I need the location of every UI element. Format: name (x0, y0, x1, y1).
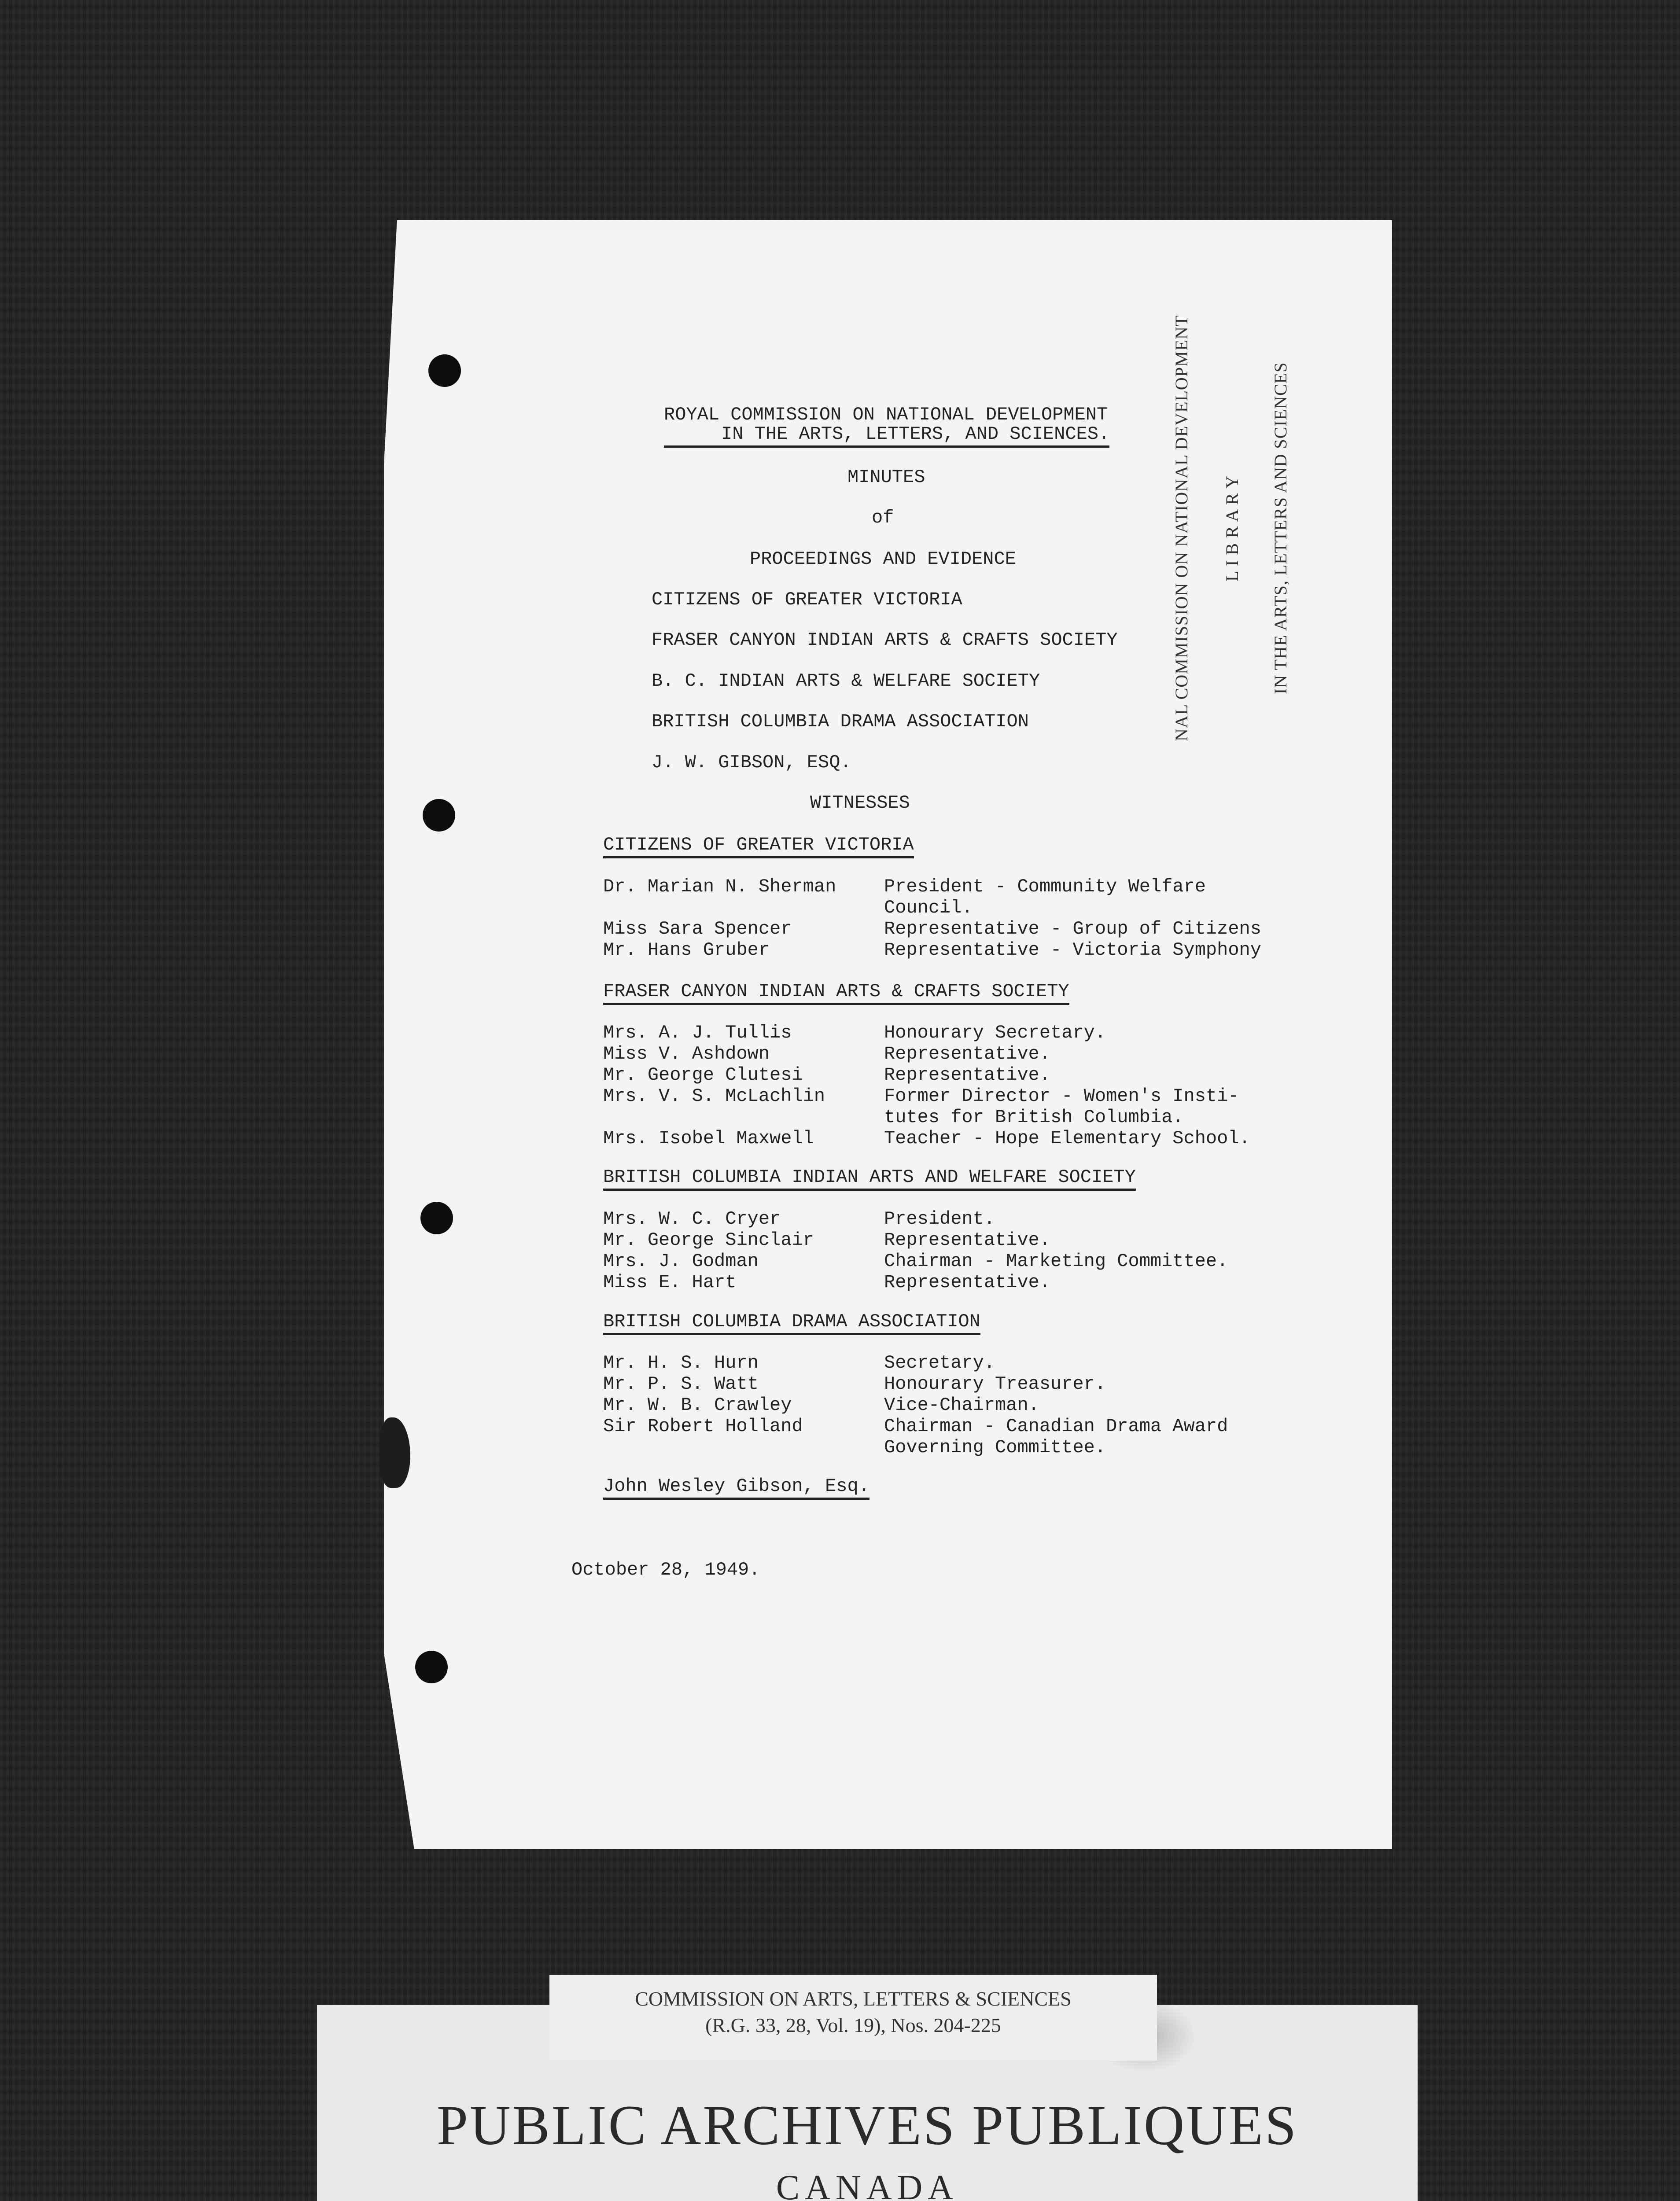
group-name: CITIZENS OF GREATER VICTORIA (652, 589, 962, 610)
witness-name: Mr. H. S. Hurn (603, 1352, 759, 1373)
minutes-heading: MINUTES (847, 467, 925, 488)
witness-role: Chairman - Marketing Committee. (884, 1251, 1228, 1272)
witness-role: Honourary Treasurer. (884, 1373, 1106, 1395)
witness-name: Mrs. A. J. Tullis (603, 1022, 792, 1043)
witness-name: Mr. P. S. Watt (603, 1373, 759, 1395)
witness-role: Honourary Secretary. (884, 1022, 1106, 1043)
section-title: FRASER CANYON INDIAN ARTS & CRAFTS SOCIETY (603, 981, 1069, 1005)
witness-role: President - Community Welfare (884, 876, 1206, 897)
section-title: CITIZENS OF GREATER VICTORIA (603, 834, 914, 858)
witness-name: Mrs. V. S. McLachlin (603, 1086, 825, 1107)
witness-name: Sir Robert Holland (603, 1416, 803, 1437)
witness-role: Secretary. (884, 1352, 995, 1373)
witness-role: Representative. (884, 1229, 1051, 1251)
witness-role: Teacher - Hope Elementary School. (884, 1128, 1250, 1149)
archive-country: CANADA (776, 2168, 959, 2201)
witness-name: Mrs. Isobel Maxwell (603, 1128, 814, 1149)
witness-name: Mr. W. B. Crawley (603, 1395, 792, 1416)
witness-name: Dr. Marian N. Sherman (603, 876, 836, 897)
group-name: BRITISH COLUMBIA DRAMA ASSOCIATION (652, 711, 1029, 732)
witness-name: Mr. George Clutesi (603, 1064, 803, 1086)
punch-hole (423, 799, 455, 832)
archive-title: PUBLIC ARCHIVES PUBLIQUES (436, 2094, 1298, 2157)
witness-name: Miss Sara Spencer (603, 918, 792, 939)
witness-role: Chairman - Canadian Drama Award (884, 1416, 1228, 1437)
punch-hole (415, 1651, 448, 1683)
punch-hole (428, 354, 461, 387)
stamp-line: NAL COMMISSION ON NATIONAL DEVELOPMENT (1172, 315, 1191, 742)
index-label-line-2: (R.G. 33, 28, Vol. 19), Nos. 204-225 (705, 2014, 1001, 2036)
witness-role: Vice-Chairman. (884, 1395, 1039, 1416)
witness-name: Mr. Hans Gruber (603, 939, 770, 961)
index-label (549, 1975, 1157, 2061)
witness-name: Mr. George Sinclair (603, 1229, 814, 1251)
witness-role: Representative. (884, 1064, 1051, 1086)
witness-name: Mrs. W. C. Cryer (603, 1208, 781, 1229)
stamp-line: IN THE ARTS, LETTERS AND SCIENCES (1271, 362, 1290, 695)
witness-role: Former Director - Women's Insti- (884, 1086, 1239, 1107)
punch-hole (420, 1202, 453, 1234)
witnesses-heading: WITNESSES (810, 792, 910, 813)
group-name: J. W. GIBSON, ESQ. (652, 752, 851, 773)
header-line-2: IN THE ARTS, LETTERS, AND SCIENCES. (664, 423, 1109, 448)
header-line-1: ROYAL COMMISSION ON NATIONAL DEVELOPMENT (664, 404, 1108, 425)
section-title: BRITISH COLUMBIA DRAMA ASSOCIATION (603, 1311, 980, 1335)
group-name: FRASER CANYON INDIAN ARTS & CRAFTS SOCIETY (652, 629, 1118, 651)
section-title: BRITISH COLUMBIA INDIAN ARTS AND WELFARE SOCIETY (603, 1167, 1136, 1191)
witness-role: Representative. (884, 1043, 1051, 1064)
individual-witness: John Wesley Gibson, Esq. (603, 1476, 869, 1500)
witness-role: tutes for British Columbia. (884, 1107, 1184, 1128)
stamp-line: L I B R A R Y (1222, 475, 1242, 582)
proceedings-heading: PROCEEDINGS AND EVIDENCE (750, 548, 1016, 570)
index-label-line-1: COMMISSION ON ARTS, LETTERS & SCIENCES (635, 1988, 1072, 2010)
witness-role: Governing Committee. (884, 1437, 1106, 1458)
witness-role: Council. (884, 897, 973, 918)
witness-role: President. (884, 1208, 995, 1229)
witness-name: Miss V. Ashdown (603, 1043, 770, 1064)
witness-name: Mrs. J. Godman (603, 1251, 759, 1272)
group-name: B. C. INDIAN ARTS & WELFARE SOCIETY (652, 670, 1040, 692)
witness-role: Representative - Victoria Symphony (884, 939, 1261, 961)
witness-role: Representative - Group of Citizens (884, 918, 1261, 939)
witness-name: Miss E. Hart (603, 1272, 737, 1293)
library-stamp (1171, 273, 1316, 784)
of-text: of (872, 507, 894, 528)
document-date: October 28, 1949. (571, 1559, 760, 1580)
witness-role: Representative. (884, 1272, 1051, 1293)
